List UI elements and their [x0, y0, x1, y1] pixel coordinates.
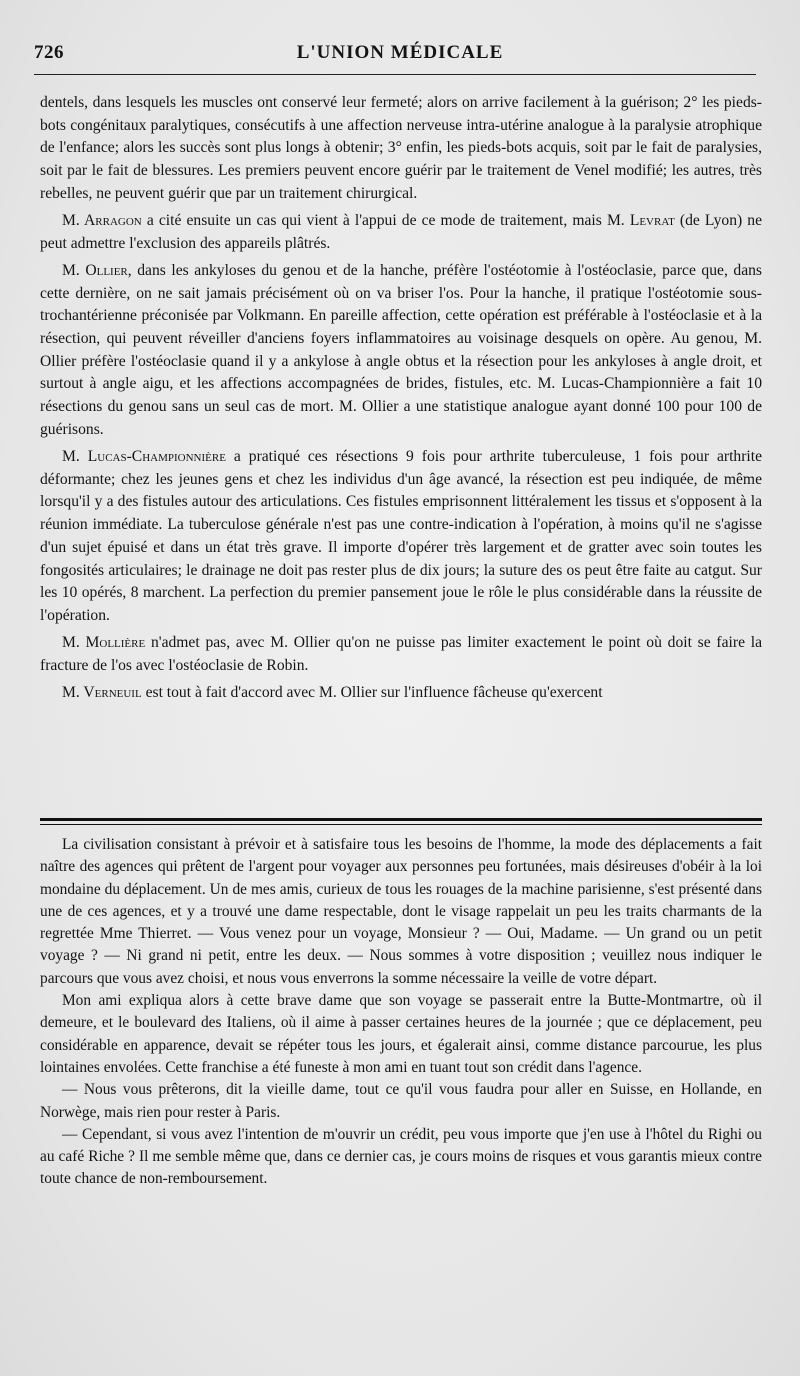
speaker-name: M. Lucas-Championnière [62, 448, 226, 466]
paragraph-verneuil [40, 682, 762, 705]
page-number: 726 [34, 42, 64, 63]
article-body [40, 92, 762, 705]
page-header [34, 42, 766, 72]
paragraph-ollier [40, 260, 762, 442]
feuilleton-paragraph: — Cependant, si vous avez l'intention de m'ouvrir un crédit, peu vous importe que j'en use à l'hôtel du Righi ou au café Riche ? Il me semble même que, dans ce dernier cas, je cours moins de risques et vous garantis mieux contre toute chance de non-remboursement. [40, 1125, 762, 1188]
speaker-name: M. Ollier [62, 261, 128, 279]
feuilleton-divider [40, 818, 762, 827]
speaker-name: M. Arragon [62, 212, 142, 230]
speaker-name: M. Mollière [62, 634, 146, 652]
paragraph-text: a pratiqué ces résections 9 fois pour arthrite tuberculeuse, 1 fois pour arthrite déformante; chez les jeunes gens et chez les individus d'un âge avancé, la résection est peu indiquée, de même lorsqu'il y a des fistules autour des articulations. Ces fistules emprisonnent littéralement les tissus et s'opposent à la réunion immédiate. La tuberculose générale n'est pas une contre-indication à l'opération, à moins qu'il ne s'agisse d'un sujet épuisé et dans un état très grave. Il importe d'opérer très largement et de gratter avec soin toutes les fongosités articulaires; le drainage ne doit pas rester plus de dix jours; la suture des os peut être faite au catgut. Sur les 10 opérés, 8 marchent. La perfection du premier pansement joue le rôle le plus considérable dans la réussite de l'opération. [40, 448, 763, 624]
paragraph-text: , dans les ankyloses du genou et de la hanche, préfère l'ostéotomie à l'ostéoclasie, parce que, dans cette dernière, on ne sait jamais précisément où on va briser l'os. Pour la hanche, il pratique l'ostéotomie sous-trochantérienne préconisée par Volkmann. En pareille affection, cette opération est préférable à l'ostéoclasie et à la résection, qui peuvent réveiller d'anciens foyers inflammatoires au voisinage desquels on opère. Au genou, M. Ollier préfère l'ostéoclasie quand il y a ankylose à angle obtus et la résection pour les ankyloses à angle droit, et surtout à angle aigu, et les affections accompagnées de brides, fistules, etc. M. Lucas-Championnière a fait 10 résections du genou sans un seul cas de mort. M. Ollier a une statistique analogue ayant donné 100 pour 100 de guérisons. [40, 261, 762, 438]
feuilleton-paragraph: La civilisation consistant à prévoir et à satisfaire tous les besoins de l'homme, la mode des déplacements a fait naître des agences qui prêtent de l'argent pour voyager aux personnes peu fortunées, mais désireuses d'obéir à la loi mondaine du déplacement. Un de mes amis, curieux de tous les rouages de la machine parisienne, s'est présenté dans une de ces agences, et y a trouvé une dame respectable, dont le visage rappelait un peu les traits charmants de la regrettée Mme Thierret. — Vous venez pour un voyage, Monsieur ? — Oui, Madame. — Un grand ou un petit voyage ? — Ni grand ni petit, entre les deux. — Nous sommes à votre disposition ; veuillez nous indiquer le parcours que vous avez choisi, et nous vous enverrons la somme nécessaire la veille de votre départ. [40, 836, 762, 987]
paragraph-text: est tout à fait d'accord avec M. Ollier sur l'influence fâcheuse qu'exercent [141, 684, 603, 702]
feuilleton-paragraph: — Nous vous prêterons, dit la vieille dame, tout ce qu'il vous faudra pour aller en Suisse, en Hollande, en Norwège, mais rien pour rester à Paris. [40, 1081, 762, 1121]
speaker-name: M. Levrat [606, 212, 675, 230]
paragraph-arragon [40, 210, 762, 255]
paragraph-text: a cité ensuite un cas qui vient à l'appui de ce mode de traitement, mais [141, 212, 607, 230]
feuilleton-body [40, 834, 762, 1191]
feuilleton-paragraph: Mon ami expliqua alors à cette brave dame que son voyage se passerait entre la Butte-Montmartre, où il demeure, et le boulevard des Italiens, où il aime à passer certaines heures de la journée ; que ce déplacement, peu considérable en apparence, devait se répéter tous les jours, et égalerait ainsi, comme distance parcourue, les plus lointaines envolées. Cette franchise a été funeste à mon ami en tuant tout son crédit dans l'agence. [40, 992, 762, 1076]
paragraph-text: n'admet pas, avec M. Ollier qu'on ne puisse pas limiter exactement le point où doit se faire la fracture de l'os avec l'ostéoclasie de Robin. [40, 634, 762, 674]
running-title: L'UNION MÉDICALE [296, 42, 504, 63]
paragraph-text: dentels, dans lesquels les muscles ont conservé leur fermeté; alors on arrive facilement à la guérison; 2° les pieds-bots congénitaux paralytiques, consécutifs à une affection nerveuse intra-utérine analogue à la paralysie atrophique de l'enfance; alors les succès sont plus longs à obtenir; 3° enfin, les pieds-bots acquis, soit par le fait de paralysies, soit par le fait de blessures. Les premiers peuvent encore guérir par le traitement de Venel modifié; les autres, très rebelles, ne peuvent guérir que par un traitement chirurgical. [40, 94, 762, 202]
speaker-name: M. Verneuil [62, 684, 142, 702]
paragraph-continued [40, 92, 762, 206]
paragraph-lucas-championniere [40, 446, 762, 628]
header-rule [34, 74, 756, 75]
paragraph-text: (de Lyon) ne peut admettre l'exclusion des appareils plâtrés. [40, 212, 763, 252]
paragraph-molliere [40, 632, 762, 677]
